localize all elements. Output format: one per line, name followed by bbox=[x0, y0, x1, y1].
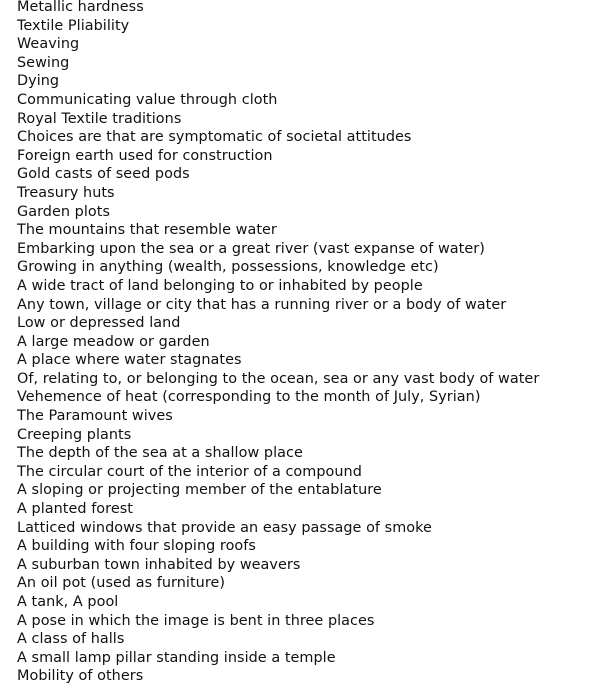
list-item: A sloping or projecting member of the entablature bbox=[17, 482, 382, 499]
list-item: Royal Textile traditions bbox=[17, 110, 182, 127]
list-item: A wide tract of land belonging to or inhabited by people bbox=[17, 277, 423, 294]
list-item: Gold casts of seed pods bbox=[17, 166, 190, 183]
list-item: Any town, village or city that has a running river or a body of water bbox=[17, 296, 507, 313]
list-item: Sewing bbox=[17, 54, 70, 71]
list-item: Of, relating to, or belonging to the ocean, sea or any vast body of water bbox=[17, 370, 540, 387]
list-item: A large meadow or garden bbox=[17, 333, 210, 350]
list-item: Textile Pliability bbox=[17, 17, 130, 34]
document-page bbox=[17, 0, 597, 686]
list-item: A building with four sloping roofs bbox=[17, 538, 256, 555]
list-item: Latticed windows that provide an easy passage of smoke bbox=[17, 519, 432, 536]
list-item: A place where water stagnates bbox=[17, 352, 242, 369]
list-item: A tank, A pool bbox=[17, 594, 119, 610]
list-item: Mobility of others bbox=[17, 668, 144, 685]
list-item: Embarking upon the sea or a great river (vast expanse of water) bbox=[17, 240, 485, 257]
list-item: Creeping plants bbox=[17, 426, 132, 443]
list-item: Dying bbox=[17, 73, 60, 90]
list-item: Low or depressed land bbox=[17, 315, 181, 332]
list-item: Foreign earth used for construction bbox=[17, 147, 273, 164]
list-item: A pose in which the image is bent in three places bbox=[17, 612, 375, 629]
list-item: Treasury huts bbox=[17, 184, 115, 201]
list-item: Metallic hardness bbox=[17, 0, 144, 15]
list-item: A suburban town inhabited by weavers bbox=[17, 556, 301, 573]
list-item: An oil pot (used as furniture) bbox=[17, 575, 226, 592]
list-item: Communicating value through cloth bbox=[17, 91, 278, 108]
list-item: The circular court of the interior of a compound bbox=[17, 463, 362, 480]
list-item: The Paramount wives bbox=[17, 408, 173, 425]
list-item: The depth of the sea at a shallow place bbox=[17, 445, 303, 462]
list-item: Growing in anything (wealth, possessions, knowledge etc) bbox=[17, 259, 439, 276]
list-item: Weaving bbox=[17, 36, 80, 53]
list-item: A class of halls bbox=[17, 631, 125, 648]
list-item: The mountains that resemble water bbox=[17, 222, 277, 239]
list-item: A small lamp pillar standing inside a temple bbox=[17, 649, 336, 666]
list-item: Choices are that are symptomatic of societal attitudes bbox=[17, 129, 412, 146]
list-item: Vehemence of heat (corresponding to the month of July, Syrian) bbox=[17, 389, 481, 406]
list-item: A planted forest bbox=[17, 501, 133, 518]
list-item: Garden plots bbox=[17, 203, 110, 220]
term-list bbox=[17, 0, 597, 686]
